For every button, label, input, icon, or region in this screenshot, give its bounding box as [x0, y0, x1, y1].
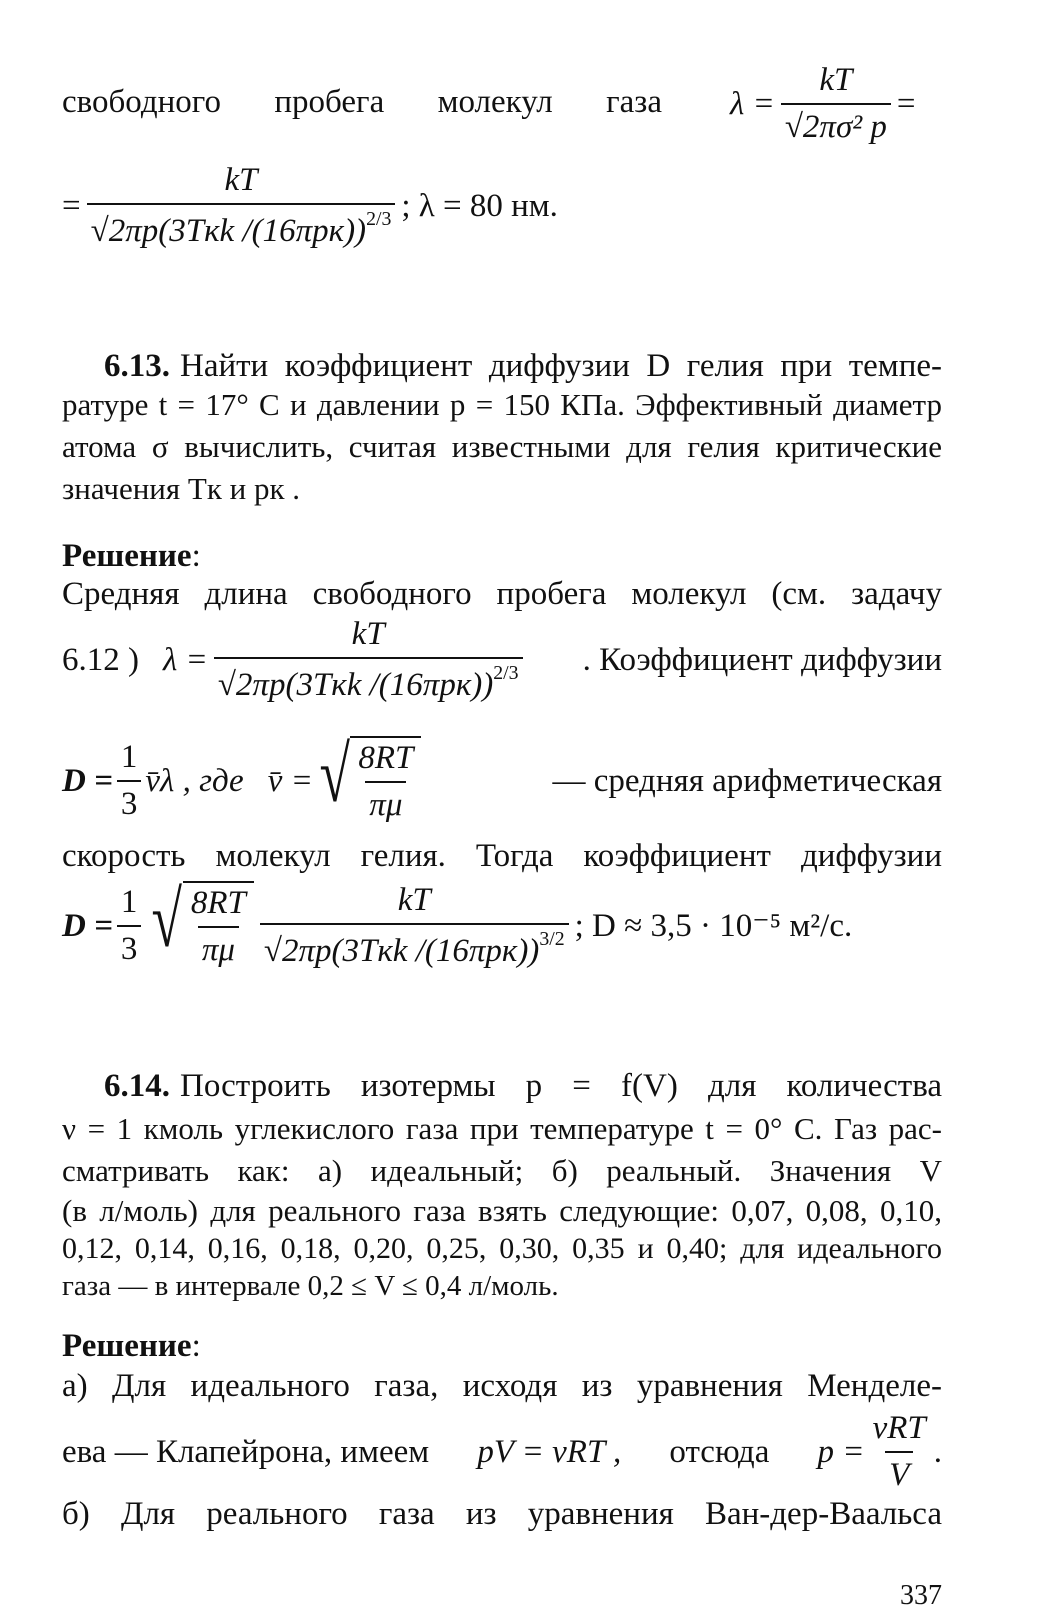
lambda-fraction-2 — [87, 160, 396, 252]
radicand — [350, 736, 421, 827]
fraction-numerator: kT — [819, 62, 853, 98]
exponent: 3/2 — [539, 928, 565, 951]
fraction-denominator: V — [885, 1451, 913, 1496]
fraction-numerator: kT — [351, 616, 385, 652]
fraction-numerator: νRT — [872, 1410, 926, 1446]
fraction-denominator — [214, 657, 523, 706]
lambda-fraction — [781, 60, 891, 149]
denominator-text: √2πp(3Tкk /(16πpк)) — [217, 667, 494, 704]
denominator-text: √2πp(3Tкk /(16πpк)) — [263, 933, 540, 970]
result-lambda: ; λ = 80 нм. — [401, 187, 558, 224]
problem-text: Построить изотермы p = f(V) для количества — [180, 1068, 942, 1104]
top-line-1 — [62, 82, 662, 123]
solution-colon: : — [191, 538, 201, 574]
exponent: 2/3 — [366, 208, 392, 231]
solution-heading-6-14 — [62, 1326, 942, 1367]
equals-sign: = — [62, 187, 81, 224]
fraction-numerator: 8RT — [190, 884, 246, 921]
solution-6-14-line-a1: а) Для идеального газа, исходя из уравнения Менделе- — [62, 1368, 942, 1404]
lambda-lhs: λ = — [163, 641, 208, 678]
problem-6-14-line-2: ν = 1 кмоль углекислого газа при температуре t = 0° С. Газ рас- — [62, 1111, 942, 1146]
fraction-denominator: πμ — [198, 926, 239, 971]
solution-6-13-line-3 — [62, 731, 942, 827]
reference-6-12: 6.12 ) — [62, 641, 139, 678]
fraction-denominator: 3 — [117, 780, 142, 825]
clapeyron-text: ева — Клапейрона, имеем — [62, 1433, 430, 1470]
sqrt-8RT — [145, 875, 253, 972]
problem-6-13-line-4: значения Tк и pк . — [62, 471, 301, 506]
diffusion-formula — [62, 731, 421, 827]
solution-6-13-line-4: скорость молекул гелия. Тогда коэффициент диффузии — [62, 838, 942, 874]
lambda-fraction-3 — [214, 614, 523, 706]
exponent: 2/3 — [493, 662, 519, 685]
solution-6-14-line-a2 — [62, 1408, 942, 1497]
fraction-numerator: 1 — [120, 883, 138, 920]
word: свободного — [62, 84, 222, 120]
solution-colon: : — [191, 1328, 201, 1364]
solution-heading-6-13 — [62, 536, 942, 577]
problem-number: 6.14. — [104, 1068, 170, 1104]
equals-sign: = — [896, 85, 916, 122]
one-third — [117, 882, 142, 971]
fraction-denominator — [87, 203, 396, 252]
8RT-fraction — [187, 883, 250, 972]
p-lhs: p = — [817, 1433, 865, 1470]
solution-label: Решение — [62, 1328, 192, 1364]
kT-fraction — [260, 880, 569, 972]
fraction-denominator: √2πσ² p — [781, 103, 891, 148]
problem-6-14-line-4: (в л/моль) для реального газа взять следующие: 0,07, 0,08, 0,10, — [62, 1193, 942, 1228]
page-number: 337 — [900, 1580, 942, 1611]
fraction-numerator: 1 — [120, 739, 138, 775]
mean-speed-label: — средняя арифметическая — [552, 762, 942, 799]
problem-6-14-line-3: сматривать как: а) идеальный; б) реальный. Значения V — [62, 1153, 942, 1188]
fraction-numerator: kT — [397, 882, 431, 918]
problem-6-13-line-2: ратуре t = 17° С и давлении p = 150 КПа. Эффективный диаметр — [62, 387, 942, 422]
problem-number: 6.13. — [104, 348, 170, 384]
8RT-fraction — [354, 738, 417, 827]
hence-text: отсюда — [669, 1433, 770, 1470]
radical-sign: √ — [319, 731, 350, 819]
problem-6-14-line-6: газа — в интервале 0,2 ≤ V ≤ 0,4 л/моль. — [62, 1270, 559, 1302]
fraction-denominator — [260, 923, 569, 972]
pressure-formula — [818, 1408, 942, 1497]
word: молекул — [437, 84, 553, 120]
vbar-lambda: v̄λ , где — [145, 762, 244, 799]
fraction-numerator: kT — [224, 162, 258, 198]
vbar-lhs: v̄ = — [267, 762, 313, 799]
problem-6-13-line-1 — [104, 346, 942, 387]
sqrt-8RT — [313, 731, 421, 827]
problem-6-14-line-1 — [104, 1066, 942, 1107]
solution-label: Решение — [62, 538, 192, 574]
problem-text: Найти коэффициент диффузии D гелия при темпе- — [180, 348, 942, 384]
ideal-gas-eq: pV = νRT , — [477, 1433, 622, 1470]
diffusion-label: . Коэффициент диффузии — [582, 641, 942, 678]
denominator-text: √2πp(3Tкk /(16πpк)) — [90, 213, 367, 250]
lambda-formula-second — [62, 160, 558, 252]
problem-6-14-line-5: 0,12, 0,14, 0,16, 0,18, 0,20, 0,25, 0,30, 0,35 и 0,40; для идеального — [62, 1232, 942, 1265]
solution-6-13-line-1: Средняя длина свободного пробега молекул (см. задачу — [62, 576, 942, 612]
fraction-denominator: 3 — [117, 925, 142, 970]
one-third — [117, 737, 142, 826]
nuRT-fraction — [869, 1408, 930, 1497]
D-lhs: D = — [62, 907, 113, 944]
lambda-lhs: λ = — [730, 85, 775, 122]
D-lhs: D = — [62, 762, 113, 799]
lambda-group — [62, 614, 529, 706]
solution-6-13-line-2 — [62, 614, 942, 706]
problem-6-13-line-3: атома σ вычислить, считая известными для гелия критические — [62, 429, 942, 464]
period: . — [933, 1433, 942, 1470]
fraction-denominator: πμ — [365, 781, 406, 826]
solution-6-13-line-5 — [62, 875, 853, 972]
word: газа — [606, 84, 662, 120]
lambda-formula-top — [730, 60, 916, 149]
solution-6-14-line-b1: б) Для реального газа из уравнения Ван-дер-Ваальса — [62, 1496, 942, 1532]
diffusion-result: ; D ≈ 3,5 · 10⁻⁵ м²/с. — [574, 907, 853, 944]
word: пробега — [274, 84, 385, 120]
radicand — [183, 881, 254, 972]
fraction-numerator: 8RT — [358, 740, 414, 776]
radical-sign: √ — [151, 875, 183, 964]
